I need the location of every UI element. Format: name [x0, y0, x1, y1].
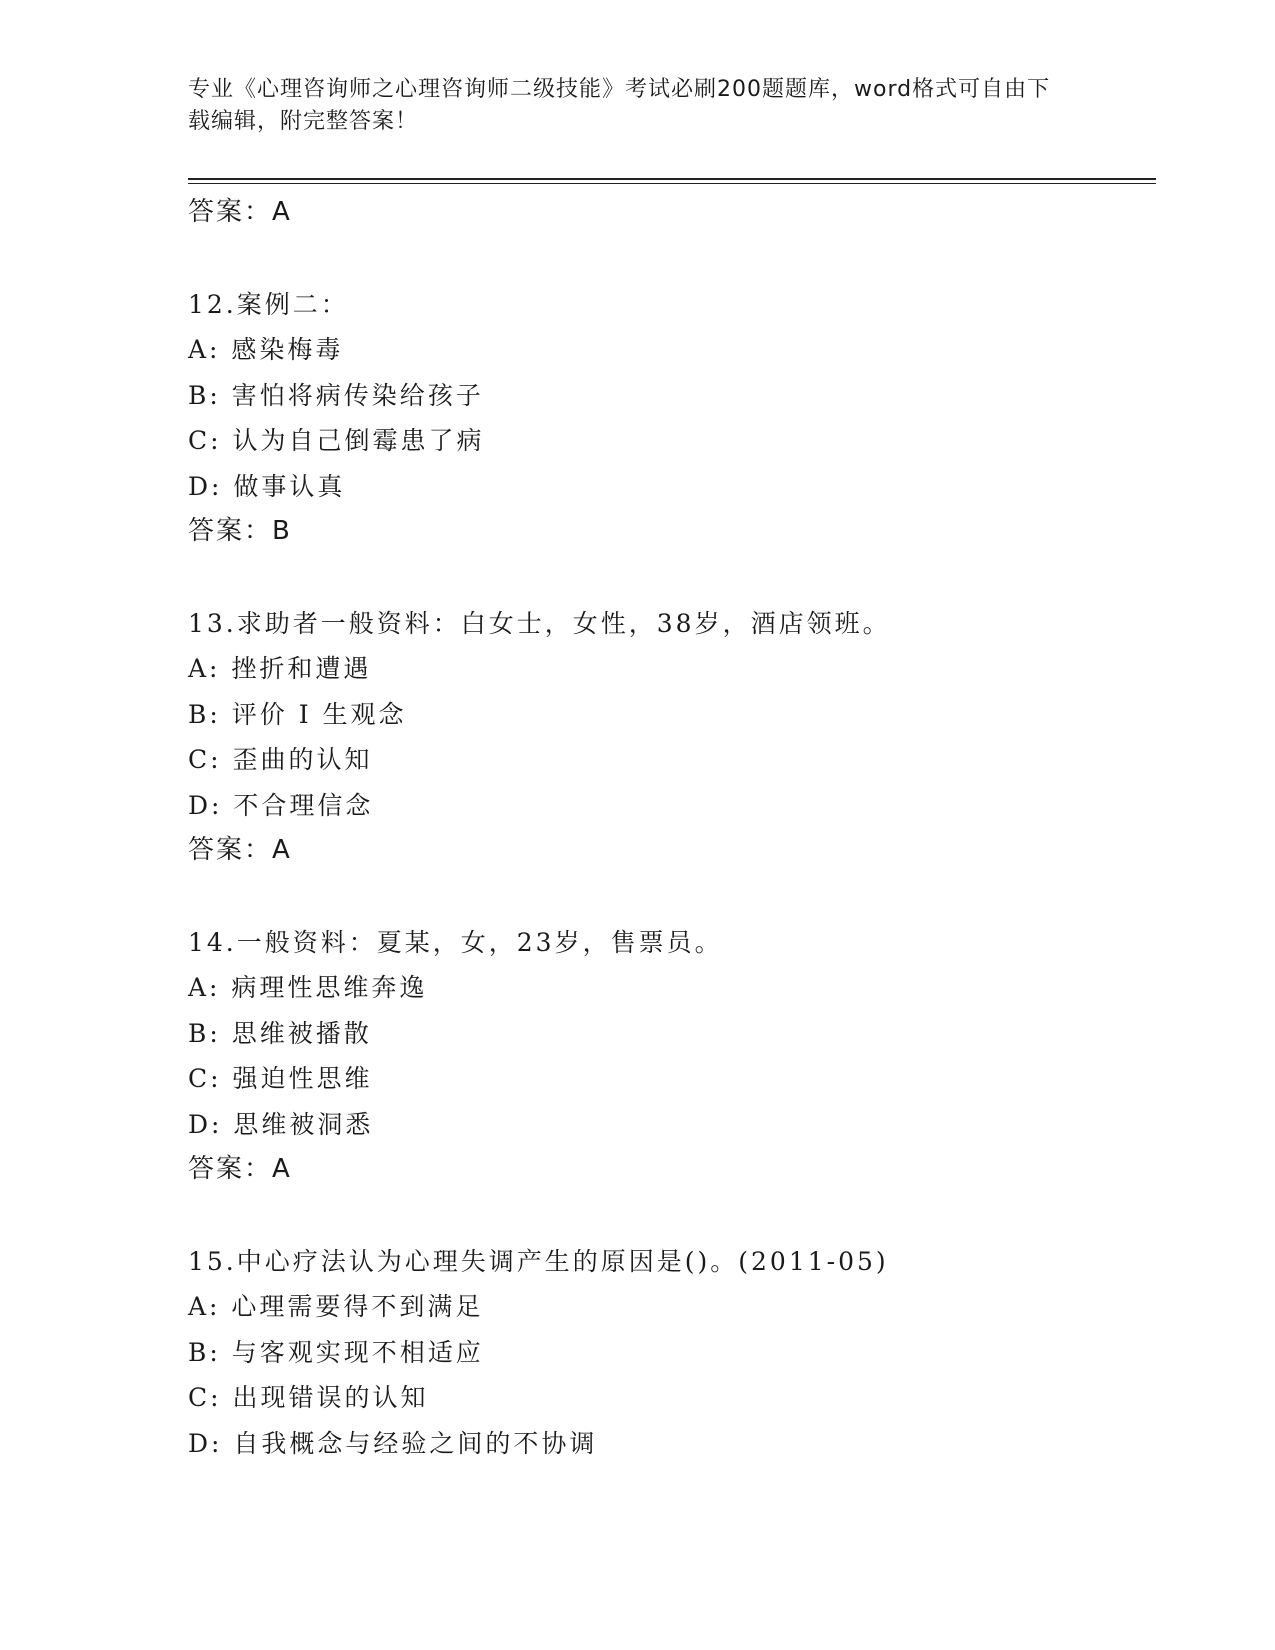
option-14-d: D: 思维被洞悉	[188, 1109, 374, 1139]
option-14-c: C: 强迫性思维	[188, 1064, 373, 1093]
option-12-b: B: 害怕将病传染给孩子	[188, 380, 484, 410]
option-15-c: C: 出现错误的认知	[188, 1383, 429, 1412]
option-13-d: D: 不合理信念	[188, 790, 374, 820]
answer-14: 答案：A	[188, 1154, 292, 1184]
question-14: 14.一般资料：夏某，女，23岁，售票员。	[188, 927, 723, 957]
option-14-b: B: 思维被播散	[188, 1018, 372, 1048]
option-13-a: A: 挫折和遭遇	[188, 654, 372, 683]
option-12-c: C: 认为自己倒霉患了病	[188, 426, 485, 455]
question-12: 12.案例二：	[188, 289, 349, 319]
spacer	[188, 1193, 1156, 1239]
spacer	[188, 236, 1156, 282]
question-13: 13.求助者一般资料：白女士，女性，38岁，酒店领班。	[188, 608, 891, 638]
answer-13: 答案：A	[188, 835, 292, 865]
option-12-d: D: 做事认真	[188, 471, 346, 501]
header-rule-thick	[188, 178, 1156, 180]
option-12-a: A: 感染梅毒	[188, 335, 344, 364]
spacer	[188, 874, 1156, 920]
document-header: 专业《心理咨询师之心理咨询师二级技能》考试必刷200题题库，word格式可自由下载编辑，附完整答案！	[188, 77, 1051, 134]
option-14-a: A: 病理性思维奔逸	[188, 973, 428, 1002]
option-15-b: B: 与客观实现不相适应	[188, 1337, 484, 1367]
option-13-b: B: 评价 I 生观念	[188, 699, 407, 729]
question-list	[188, 190, 1156, 1466]
option-15-d: D: 自我概念与经验之间的不协调	[188, 1428, 598, 1458]
option-15-a: A: 心理需要得不到满足	[188, 1292, 484, 1321]
option-13-c: C: 歪曲的认知	[188, 745, 373, 774]
answer-11: 答案：A	[188, 197, 292, 227]
answer-12: 答案：B	[188, 516, 292, 546]
header-rule-thin	[188, 183, 1156, 184]
spacer	[188, 555, 1156, 601]
question-15: 15.中心疗法认为心理失调产生的原因是()。(2011-05)	[188, 1246, 889, 1276]
